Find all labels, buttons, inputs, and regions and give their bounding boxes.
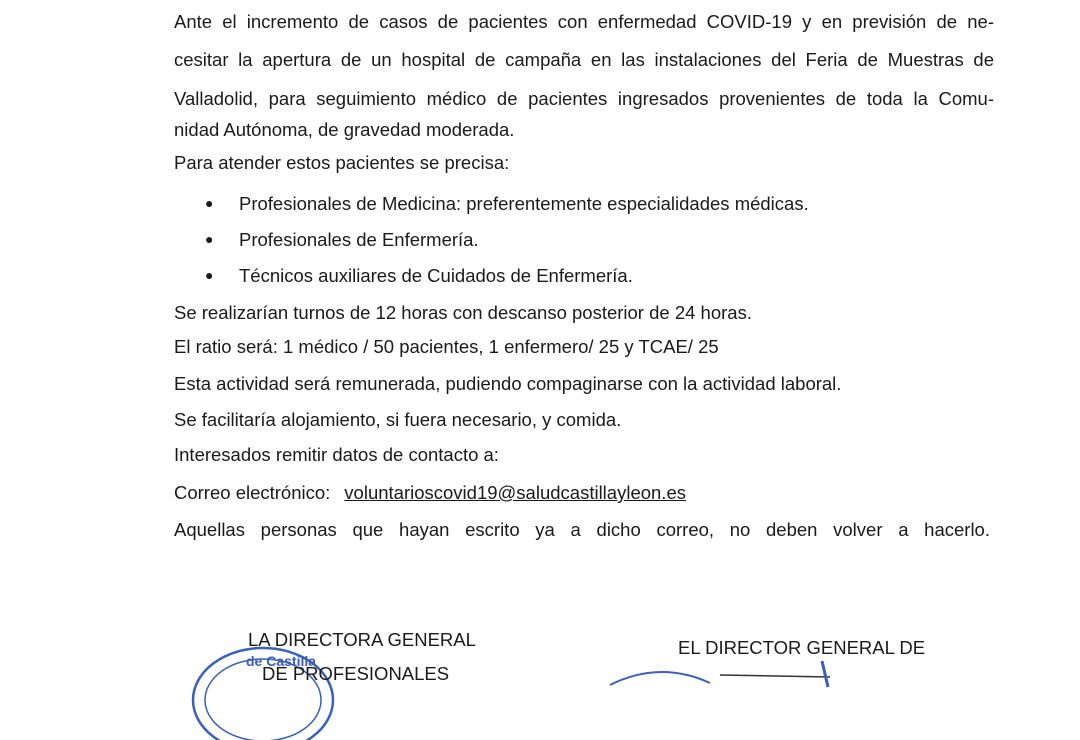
official-stamp <box>188 640 338 740</box>
ratio-text: El ratio será: 1 médico / 50 pacientes, 1 enfermero/ 25 y TCAE/ 25 <box>174 336 719 357</box>
lodging-text: Se facilitaría alojamiento, si fuera necesario, y comida. <box>174 409 622 430</box>
shifts-text: Se realizarían turnos de 12 horas con descanso posterior de 24 horas. <box>174 302 752 323</box>
signature-stamp-icon <box>600 655 930 695</box>
bullet-icon: ● <box>205 231 214 247</box>
bullet-icon: ● <box>205 267 214 283</box>
list-item <box>205 263 633 288</box>
signature-right-title: EL DIRECTOR GENERAL DE <box>678 637 926 658</box>
paragraph-line: nidad Autónoma, de gravedad moderada. <box>174 119 515 140</box>
list-item <box>205 227 479 252</box>
list-intro: Para atender estos pacientes se precisa: <box>174 152 510 173</box>
paragraph-line: Ante el incremento de casos de pacientes con enfermedad COVID-19 y en previsión de ne- <box>174 11 994 32</box>
list-item-text: Técnicos auxiliares de Cuidados de Enfermería. <box>239 265 633 286</box>
bullet-icon: ● <box>205 195 214 211</box>
contact-intro: Interesados remitir datos de contacto a: <box>174 444 499 465</box>
email-label: Correo electrónico: <box>174 482 331 503</box>
list-item <box>205 191 809 216</box>
list-item-text: Profesionales de Enfermería. <box>239 229 479 250</box>
stamp-text: de Castilla <box>246 653 317 669</box>
paid-text: Esta actividad será remunerada, pudiendo compaginarse con la actividad laboral. <box>174 373 842 394</box>
signature-left-subtitle: DE PROFESIONALES <box>262 663 450 684</box>
paragraph-line: Valladolid, para seguimiento médico de pacientes ingresados provenientes de toda la Comu- <box>174 88 994 109</box>
email-row <box>174 481 686 505</box>
signature-left-title: LA DIRECTORA GENERAL <box>248 629 476 650</box>
email-link[interactable]: voluntarioscovid19@saludcastillayleon.es <box>344 482 686 503</box>
list-item-text: Profesionales de Medicina: preferentemente especialidades médicas. <box>239 193 809 214</box>
closing-text: Aquellas personas que hayan escrito ya a dicho correo, no deben volver a hacerlo. <box>174 519 990 540</box>
paragraph-line: cesitar la apertura de un hospital de campaña en las instalaciones del Feria de Muestras de <box>174 49 994 70</box>
